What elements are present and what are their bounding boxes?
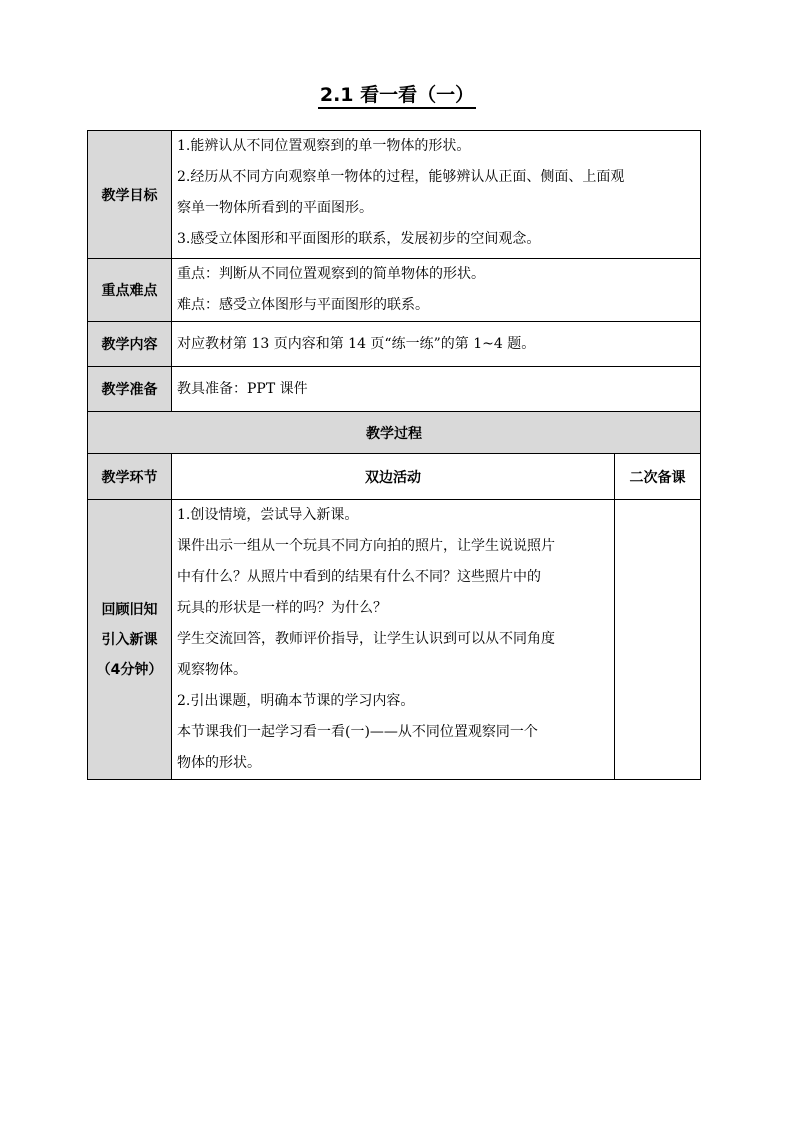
goals-line: 3.感受立体图形和平面图形的联系，发展初步的空间观念。: [177, 231, 541, 247]
key-points-line: 难点：感受立体图形与平面图形的联系。: [177, 297, 429, 313]
stage-label-line: 引入新课: [101, 631, 158, 648]
activity-line: 本节课我们一起学习看一看(一)——从不同位置观察同一个: [177, 724, 538, 740]
key-points-content: [172, 259, 701, 322]
activity-line: 物体的形状。: [177, 755, 261, 771]
activity-line: 学生交流回答，教师评价指导，让学生认识到可以从不同角度: [177, 631, 555, 647]
preparation-label: 教学准备: [88, 367, 172, 412]
activity-header: 双边活动: [172, 454, 615, 500]
stage-label-line: 回顾旧知: [101, 601, 158, 618]
key-points-label: 重点难点: [88, 259, 172, 322]
goals-line: 1.能辨认从不同位置观察到的单一物体的形状。: [177, 138, 471, 154]
process-title-row: [88, 412, 701, 454]
key-points-row: [88, 259, 701, 322]
activity-line: 1.创设情境，尝试导入新课。: [177, 507, 359, 523]
goals-content: [172, 131, 701, 259]
preparation-row: [88, 367, 701, 412]
stage-label: [88, 500, 172, 780]
stage-activity: [172, 500, 615, 780]
stage-row: [88, 500, 701, 780]
notes-header: 二次备课: [615, 454, 701, 500]
goals-line: 察单一物体所看到的平面图形。: [177, 200, 373, 216]
lesson-plan-table: [87, 130, 701, 780]
activity-line: 课件出示一组从一个玩具不同方向拍的照片，让学生说说照片: [177, 538, 555, 554]
activity-line: 中有什么？从照片中看到的结果有什么不同？这些照片中的: [177, 569, 541, 585]
goals-row: [88, 131, 701, 259]
process-title: 教学过程: [88, 412, 701, 454]
key-points-line: 重点：判断从不同位置观察到的简单物体的形状。: [177, 266, 485, 282]
stage-notes: [615, 500, 701, 780]
content-label: 教学内容: [88, 322, 172, 367]
activity-line: 2.引出课题，明确本节课的学习内容。: [177, 693, 415, 709]
content-row: [88, 322, 701, 367]
activity-line: 玩具的形状是一样的吗？为什么？: [177, 600, 387, 616]
activity-line: 观察物体。: [177, 662, 247, 678]
preparation-text: 教具准备：PPT 课件: [172, 367, 701, 412]
goals-label: 教学目标: [88, 131, 172, 259]
page-title-text: 2.1 看一看（一）: [318, 84, 476, 109]
content-text: 对应教材第 13 页内容和第 14 页“练一练”的第 1~4 题。: [172, 322, 701, 367]
stage-label-line: （4分钟）: [96, 661, 163, 678]
stage-header: 教学环节: [88, 454, 172, 500]
goals-line: 2.经历从不同方向观察单一物体的过程，能够辨认从正面、侧面、上面观: [177, 169, 625, 185]
process-header-row: [88, 454, 701, 500]
page-title: [0, 82, 794, 108]
